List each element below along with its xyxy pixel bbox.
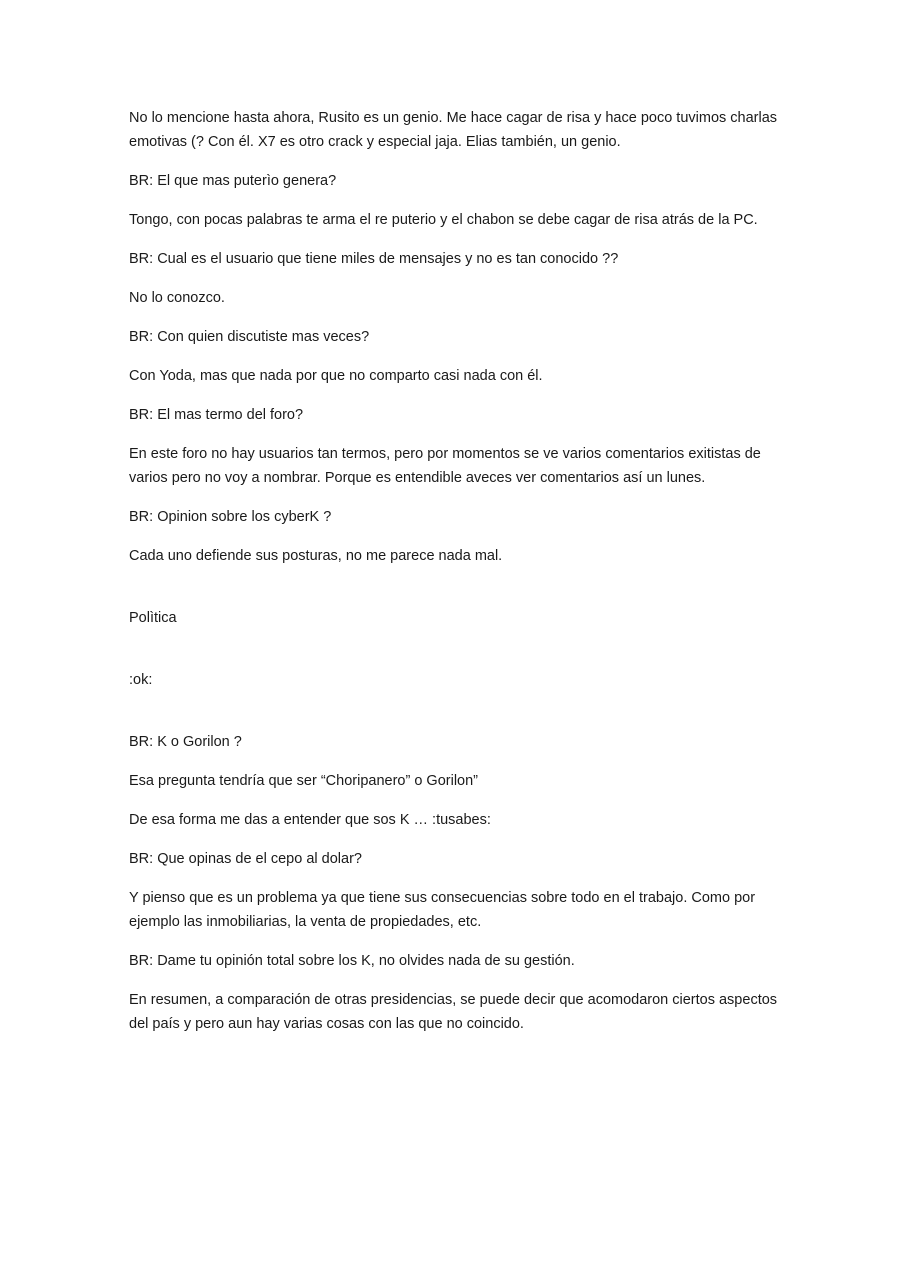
answer-paragraph: Tongo, con pocas palabras te arma el re puterio y el chabon se debe cagar de risa atrás de la PC. xyxy=(129,212,758,228)
answer-paragraph: No lo conozco. xyxy=(129,290,225,306)
answer-paragraph: Esa pregunta tendría que ser “Choripanero” o Gorilon” xyxy=(129,773,478,789)
question-paragraph: BR: Con quien discutiste mas veces? xyxy=(129,329,370,345)
answer-paragraph: En este foro no hay usuarios tan termos, pero por momentos se ve varios comentarios exitistas de varios pero no voy a nombrar. Porque es entendible aveces ver comentarios así un lunes. xyxy=(129,446,761,486)
section-heading: Polìtica xyxy=(129,610,177,626)
paragraph: No lo mencione hasta ahora, Rusito es un genio. Me hace cagar de risa y hace poco tuvimos charlas emotivas (? Con él. X7 es otro crack y especial jaja. Elias también, un genio. xyxy=(129,110,778,150)
question-paragraph: BR: Opinion sobre los cyberK ? xyxy=(129,509,332,525)
answer-paragraph: Cada uno defiende sus posturas, no me parece nada mal. xyxy=(129,548,503,564)
answer-paragraph: De esa forma me das a entender que sos K … :tusabes: xyxy=(129,812,491,828)
answer-paragraph: Y pienso que es un problema ya que tiene sus consecuencias sobre todo en el trabajo. Como por ejemplo las inmobiliarias, la venta de propiedades, etc. xyxy=(129,890,756,930)
answer-paragraph: Con Yoda, mas que nada por que no comparto casi nada con él. xyxy=(129,368,543,384)
question-paragraph: BR: K o Gorilon ? xyxy=(129,734,242,750)
answer-paragraph: En resumen, a comparación de otras presidencias, se puede decir que acomodaron ciertos aspectos del país y pero aun hay varias cosas con las que no coincido. xyxy=(129,992,778,1032)
question-paragraph: BR: Dame tu opinión total sobre los K, no olvides nada de su gestión. xyxy=(129,953,575,969)
document-body xyxy=(129,106,779,1051)
question-paragraph: BR: El mas termo del foro? xyxy=(129,407,304,423)
question-paragraph: BR: Cual es el usuario que tiene miles de mensajes y no es tan conocido ?? xyxy=(129,251,619,267)
question-paragraph: BR: Que opinas de el cepo al dolar? xyxy=(129,851,362,867)
question-paragraph: BR: El que mas puterìo genera? xyxy=(129,173,337,189)
emoticon-paragraph: :ok: xyxy=(129,672,153,688)
